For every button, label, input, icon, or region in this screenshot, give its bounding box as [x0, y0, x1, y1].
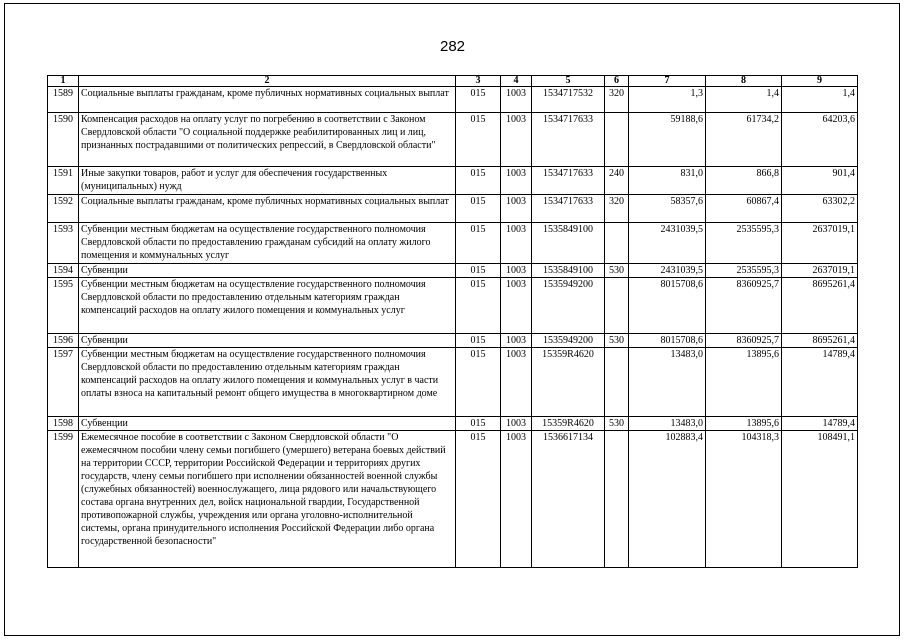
row-code-4: 1003 — [501, 431, 532, 568]
row-value-7: 13483,0 — [629, 348, 706, 417]
row-value-8: 13895,6 — [706, 348, 782, 417]
row-code-3: 015 — [456, 113, 501, 167]
row-code-5: 1534717633 — [532, 195, 605, 223]
row-code-4: 1003 — [501, 348, 532, 417]
row-value-8: 104318,3 — [706, 431, 782, 568]
row-value-9: 1,4 — [782, 87, 858, 113]
row-number: 1598 — [48, 417, 79, 431]
row-code-6: 530 — [605, 417, 629, 431]
row-value-8: 13895,6 — [706, 417, 782, 431]
row-code-5: 1534717633 — [532, 167, 605, 195]
row-code-6: 530 — [605, 264, 629, 278]
row-code-3: 015 — [456, 167, 501, 195]
table-row — [48, 264, 858, 278]
row-code-6 — [605, 278, 629, 334]
row-value-7: 8015708,6 — [629, 334, 706, 348]
row-description: Социальные выплаты гражданам, кроме публичных нормативных социальных выплат — [79, 87, 456, 113]
table-row — [48, 278, 858, 334]
table-row — [48, 195, 858, 223]
header-cell: 6 — [605, 76, 629, 87]
row-value-9: 14789,4 — [782, 417, 858, 431]
row-code-4: 1003 — [501, 87, 532, 113]
header-row — [48, 76, 858, 87]
row-code-5: 15359R4620 — [532, 417, 605, 431]
row-code-3: 015 — [456, 195, 501, 223]
row-code-3: 015 — [456, 223, 501, 264]
table-row — [48, 113, 858, 167]
row-value-7: 2431039,5 — [629, 223, 706, 264]
row-value-7: 58357,6 — [629, 195, 706, 223]
row-code-6: 320 — [605, 195, 629, 223]
row-value-9: 901,4 — [782, 167, 858, 195]
row-description: Субвенции — [79, 264, 456, 278]
row-code-5: 15359R4620 — [532, 348, 605, 417]
row-number: 1594 — [48, 264, 79, 278]
table-row — [48, 87, 858, 113]
row-code-6 — [605, 223, 629, 264]
row-code-5: 1535949200 — [532, 278, 605, 334]
row-value-9: 14789,4 — [782, 348, 858, 417]
table-row — [48, 348, 858, 417]
row-value-8: 2535595,3 — [706, 223, 782, 264]
row-code-5: 1535849100 — [532, 264, 605, 278]
row-code-6 — [605, 348, 629, 417]
row-code-4: 1003 — [501, 167, 532, 195]
row-code-6 — [605, 431, 629, 568]
table-row — [48, 431, 858, 568]
row-number: 1593 — [48, 223, 79, 264]
row-code-6 — [605, 113, 629, 167]
row-code-4: 1003 — [501, 278, 532, 334]
row-code-4: 1003 — [501, 223, 532, 264]
row-description: Субвенции местным бюджетам на осуществление государственного полномочия Свердловской области по предоставлению отдельным категориям граждан компенсаций расходов на оплату жилого помещения и коммунальных услуг — [79, 278, 456, 334]
row-code-3: 015 — [456, 264, 501, 278]
row-description: Субвенции — [79, 417, 456, 431]
budget-table — [47, 75, 858, 568]
row-code-5: 1535849100 — [532, 223, 605, 264]
row-code-3: 015 — [456, 334, 501, 348]
row-code-6: 530 — [605, 334, 629, 348]
row-description: Субвенции местным бюджетам на осуществление государственного полномочия Свердловской области по предоставлению отдельным категориям граждан компенсаций расходов на оплату жилого помещения и коммунальных услуг в части оплаты взноса на капитальный ремонт общего имущества в многоквартирном доме — [79, 348, 456, 417]
row-code-3: 015 — [456, 431, 501, 568]
header-cell: 1 — [48, 76, 79, 87]
row-number: 1592 — [48, 195, 79, 223]
row-code-5: 1535949200 — [532, 334, 605, 348]
row-code-4: 1003 — [501, 264, 532, 278]
row-value-8: 1,4 — [706, 87, 782, 113]
row-description: Ежемесячное пособие в соответствии с Законом Свердловской области "О ежемесячном пособии члену семьи погибшего (умершего) ветерана боевых действий на территории СССР, территории Российской Федерации и территориях других государств, члену семьи погибшего при исполнении обязанностей военной службы (служебных обязанностей) военнослужащего, лица рядового или начальствующего состава органа внутренних дел, войск национальной гвардии, Государственной противопожарной службы, учреждения или органа уголовно-исполнительной системы, органа принудительного исполнения Российской Федерации либо органа государственной безопасности" — [79, 431, 456, 568]
row-number: 1597 — [48, 348, 79, 417]
row-code-6: 240 — [605, 167, 629, 195]
page-number: 282 — [439, 38, 466, 55]
row-number: 1596 — [48, 334, 79, 348]
header-cell: 2 — [79, 76, 456, 87]
row-value-8: 60867,4 — [706, 195, 782, 223]
row-value-7: 2431039,5 — [629, 264, 706, 278]
header-cell: 5 — [532, 76, 605, 87]
row-value-7: 102883,4 — [629, 431, 706, 568]
header-cell: 4 — [501, 76, 532, 87]
row-value-9: 64203,6 — [782, 113, 858, 167]
row-code-5: 1534717633 — [532, 113, 605, 167]
row-code-4: 1003 — [501, 334, 532, 348]
row-number: 1589 — [48, 87, 79, 113]
table-row — [48, 417, 858, 431]
header-cell: 3 — [456, 76, 501, 87]
row-description: Иные закупки товаров, работ и услуг для обеспечения государственных (муниципальных) нужд — [79, 167, 456, 195]
row-value-9: 2637019,1 — [782, 223, 858, 264]
row-value-7: 13483,0 — [629, 417, 706, 431]
row-value-7: 8015708,6 — [629, 278, 706, 334]
row-value-9: 8695261,4 — [782, 278, 858, 334]
row-number: 1599 — [48, 431, 79, 568]
row-value-8: 8360925,7 — [706, 278, 782, 334]
row-value-8: 866,8 — [706, 167, 782, 195]
row-description: Субвенции местным бюджетам на осуществление государственного полномочия Свердловской области по предоставлению гражданам субсидий на оплату жилого помещения и коммунальных услуг — [79, 223, 456, 264]
row-code-3: 015 — [456, 348, 501, 417]
row-code-4: 1003 — [501, 417, 532, 431]
row-value-9: 8695261,4 — [782, 334, 858, 348]
row-code-4: 1003 — [501, 113, 532, 167]
row-code-5: 1536617134 — [532, 431, 605, 568]
row-description: Социальные выплаты гражданам, кроме публичных нормативных социальных выплат — [79, 195, 456, 223]
row-value-8: 8360925,7 — [706, 334, 782, 348]
row-code-6: 320 — [605, 87, 629, 113]
row-code-3: 015 — [456, 87, 501, 113]
row-code-3: 015 — [456, 278, 501, 334]
row-code-4: 1003 — [501, 195, 532, 223]
table-row — [48, 223, 858, 264]
header-cell: 8 — [706, 76, 782, 87]
row-code-3: 015 — [456, 417, 501, 431]
row-number: 1591 — [48, 167, 79, 195]
header-cell: 7 — [629, 76, 706, 87]
table-row — [48, 167, 858, 195]
row-value-7: 831,0 — [629, 167, 706, 195]
row-description: Субвенции — [79, 334, 456, 348]
row-value-9: 63302,2 — [782, 195, 858, 223]
row-value-9: 2637019,1 — [782, 264, 858, 278]
row-value-9: 108491,1 — [782, 431, 858, 568]
row-value-8: 2535595,3 — [706, 264, 782, 278]
row-value-7: 59188,6 — [629, 113, 706, 167]
row-number: 1590 — [48, 113, 79, 167]
table-row — [48, 334, 858, 348]
row-code-5: 1534717532 — [532, 87, 605, 113]
row-value-7: 1,3 — [629, 87, 706, 113]
row-number: 1595 — [48, 278, 79, 334]
row-description: Компенсация расходов на оплату услуг по погребению в соответствии с Законом Свердловской области "О социальной поддержке реабилитированных лиц и лиц, признанных пострадавшими от политических репрессий, в Свердловской области" — [79, 113, 456, 167]
header-cell: 9 — [782, 76, 858, 87]
row-value-8: 61734,2 — [706, 113, 782, 167]
